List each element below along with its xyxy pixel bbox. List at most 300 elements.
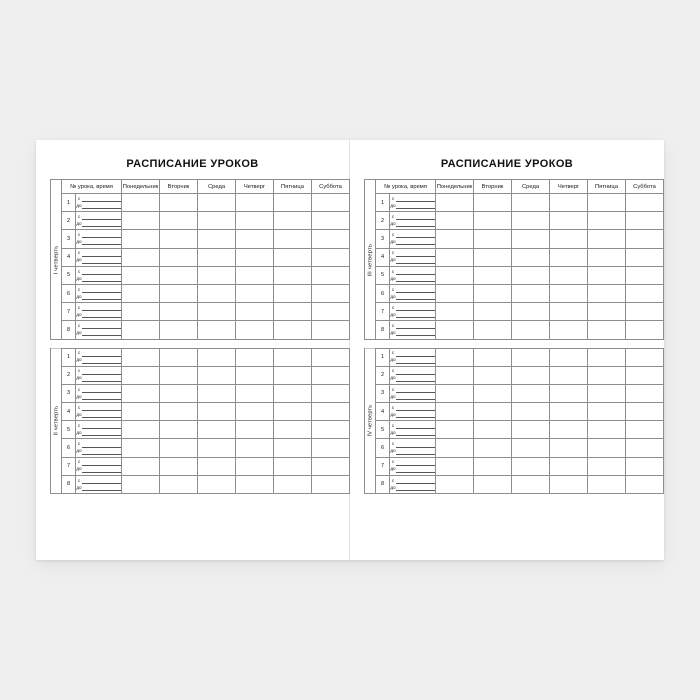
time-from-label: с — [77, 368, 81, 374]
cell-friday[interactable] — [274, 348, 312, 366]
cell-saturday[interactable] — [626, 194, 664, 212]
cell-wednesday[interactable] — [198, 284, 236, 302]
cell-wednesday[interactable] — [512, 403, 550, 421]
table-row — [51, 384, 350, 402]
cell-friday[interactable] — [588, 284, 626, 302]
cell-saturday[interactable] — [312, 384, 350, 402]
table-row — [51, 230, 350, 248]
quarter-label: III четверть — [365, 180, 376, 340]
cell-tuesday[interactable] — [474, 421, 512, 439]
cell-thursday[interactable] — [550, 266, 588, 284]
table-row — [51, 348, 350, 366]
table-row — [51, 248, 350, 266]
cell-friday[interactable] — [588, 321, 626, 339]
lesson-time-field[interactable] — [76, 321, 122, 339]
lesson-time-field[interactable] — [390, 439, 436, 457]
time-to-label: до — [76, 202, 82, 208]
cell-tuesday[interactable] — [474, 194, 512, 212]
time-from-rule — [396, 323, 435, 329]
cell-tuesday[interactable] — [474, 439, 512, 457]
lesson-time-field[interactable] — [390, 457, 436, 475]
cell-tuesday[interactable] — [474, 366, 512, 384]
cell-thursday[interactable] — [236, 303, 274, 321]
cell-friday[interactable] — [588, 248, 626, 266]
lesson-time-field[interactable] — [390, 475, 436, 493]
cell-wednesday[interactable] — [512, 284, 550, 302]
time-to-label: до — [76, 330, 82, 336]
cell-thursday[interactable] — [550, 230, 588, 248]
cell-tuesday[interactable] — [474, 475, 512, 493]
cell-tuesday[interactable] — [474, 266, 512, 284]
cell-friday[interactable] — [588, 475, 626, 493]
time-from-label: с — [391, 232, 395, 238]
cell-wednesday[interactable] — [198, 384, 236, 402]
cell-friday[interactable] — [274, 248, 312, 266]
cell-saturday[interactable] — [626, 421, 664, 439]
lesson-time-field[interactable] — [76, 366, 122, 384]
cell-friday[interactable] — [588, 421, 626, 439]
cell-friday[interactable] — [274, 403, 312, 421]
cell-saturday[interactable] — [312, 321, 350, 339]
lesson-time-field[interactable] — [390, 248, 436, 266]
time-to-label: до — [390, 466, 396, 472]
time-to-rule — [82, 239, 121, 245]
cell-tuesday[interactable] — [474, 321, 512, 339]
notebook-spread — [36, 140, 664, 560]
cell-friday[interactable] — [274, 384, 312, 402]
lesson-time-field[interactable] — [390, 266, 436, 284]
cell-friday[interactable] — [274, 230, 312, 248]
cell-friday[interactable] — [274, 303, 312, 321]
cell-thursday[interactable] — [236, 284, 274, 302]
cell-wednesday[interactable] — [198, 366, 236, 384]
cell-thursday[interactable] — [550, 457, 588, 475]
cell-wednesday[interactable] — [512, 194, 550, 212]
time-from-label: с — [391, 477, 395, 483]
cell-thursday[interactable] — [236, 266, 274, 284]
time-to-label: до — [76, 375, 82, 381]
cell-monday[interactable] — [436, 348, 474, 366]
time-from-rule — [82, 287, 121, 293]
cell-friday[interactable] — [274, 439, 312, 457]
cell-saturday[interactable] — [312, 421, 350, 439]
cell-saturday[interactable] — [312, 457, 350, 475]
cell-tuesday[interactable] — [160, 439, 198, 457]
column-header-tuesday: Вторник — [474, 180, 512, 194]
cell-saturday[interactable] — [626, 266, 664, 284]
lesson-time-field[interactable] — [390, 348, 436, 366]
cell-tuesday[interactable] — [160, 230, 198, 248]
cell-monday[interactable] — [122, 212, 160, 230]
lesson-time-field[interactable] — [390, 366, 436, 384]
lesson-number: 7 — [376, 303, 390, 321]
cell-thursday[interactable] — [236, 194, 274, 212]
time-to-label: до — [390, 220, 396, 226]
lesson-time-field[interactable] — [76, 194, 122, 212]
cell-monday[interactable] — [122, 321, 160, 339]
cell-wednesday[interactable] — [512, 366, 550, 384]
cell-saturday[interactable] — [312, 248, 350, 266]
cell-monday[interactable] — [122, 457, 160, 475]
cell-friday[interactable] — [588, 384, 626, 402]
time-from-label: с — [391, 441, 395, 447]
cell-saturday[interactable] — [312, 266, 350, 284]
time-to-label: до — [76, 239, 82, 245]
cell-monday[interactable] — [436, 303, 474, 321]
cell-thursday[interactable] — [550, 284, 588, 302]
lesson-time-field[interactable] — [390, 321, 436, 339]
lesson-number: 8 — [376, 321, 390, 339]
cell-saturday[interactable] — [626, 439, 664, 457]
cell-tuesday[interactable] — [160, 403, 198, 421]
time-from-label: с — [391, 323, 395, 329]
cell-monday[interactable] — [436, 403, 474, 421]
time-to-rule — [396, 376, 435, 382]
lesson-time-field[interactable] — [76, 348, 122, 366]
cell-saturday[interactable] — [312, 303, 350, 321]
cell-monday[interactable] — [122, 303, 160, 321]
cell-thursday[interactable] — [236, 384, 274, 402]
time-to-rule — [82, 312, 121, 318]
time-from-label: с — [391, 286, 395, 292]
lesson-time-field[interactable] — [76, 248, 122, 266]
cell-wednesday[interactable] — [512, 248, 550, 266]
cell-thursday[interactable] — [550, 403, 588, 421]
cell-saturday[interactable] — [312, 439, 350, 457]
time-to-rule — [396, 394, 435, 400]
time-to-label: до — [76, 357, 82, 363]
cell-friday[interactable] — [588, 194, 626, 212]
cell-wednesday[interactable] — [512, 384, 550, 402]
cell-thursday[interactable] — [550, 212, 588, 230]
cell-saturday[interactable] — [312, 348, 350, 366]
cell-wednesday[interactable] — [512, 321, 550, 339]
cell-saturday[interactable] — [626, 248, 664, 266]
cell-saturday[interactable] — [312, 230, 350, 248]
column-header-thursday: Четверг — [236, 180, 274, 194]
cell-monday[interactable] — [122, 475, 160, 493]
lesson-time-field[interactable] — [390, 384, 436, 402]
cell-wednesday[interactable] — [198, 421, 236, 439]
cell-tuesday[interactable] — [160, 421, 198, 439]
cell-monday[interactable] — [436, 475, 474, 493]
cell-tuesday[interactable] — [474, 303, 512, 321]
cell-wednesday[interactable] — [512, 457, 550, 475]
time-from-label: с — [77, 477, 81, 483]
cell-friday[interactable] — [588, 348, 626, 366]
cell-saturday[interactable] — [312, 212, 350, 230]
cell-monday[interactable] — [436, 457, 474, 475]
time-to-rule — [396, 330, 435, 336]
cell-wednesday[interactable] — [198, 403, 236, 421]
time-from-label: с — [77, 441, 81, 447]
cell-thursday[interactable] — [236, 366, 274, 384]
lesson-time-field[interactable] — [390, 421, 436, 439]
cell-saturday[interactable] — [626, 403, 664, 421]
time-to-label: до — [76, 411, 82, 417]
cell-wednesday[interactable] — [198, 321, 236, 339]
time-from-rule — [396, 442, 435, 448]
cell-saturday[interactable] — [312, 194, 350, 212]
cell-tuesday[interactable] — [160, 194, 198, 212]
cell-thursday[interactable] — [236, 421, 274, 439]
cell-thursday[interactable] — [550, 421, 588, 439]
cell-friday[interactable] — [274, 366, 312, 384]
cell-monday[interactable] — [122, 421, 160, 439]
cell-wednesday[interactable] — [198, 348, 236, 366]
cell-wednesday[interactable] — [198, 266, 236, 284]
cell-thursday[interactable] — [550, 439, 588, 457]
cell-thursday[interactable] — [550, 475, 588, 493]
cell-monday[interactable] — [436, 212, 474, 230]
cell-friday[interactable] — [274, 421, 312, 439]
cell-tuesday[interactable] — [474, 348, 512, 366]
schedule-table-quarter-3 — [364, 179, 664, 340]
cell-friday[interactable] — [274, 194, 312, 212]
cell-wednesday[interactable] — [198, 439, 236, 457]
cell-wednesday[interactable] — [512, 348, 550, 366]
cell-tuesday[interactable] — [474, 212, 512, 230]
cell-wednesday[interactable] — [512, 439, 550, 457]
cell-friday[interactable] — [274, 266, 312, 284]
time-to-rule — [396, 485, 435, 491]
lesson-number: 6 — [376, 284, 390, 302]
lesson-time-field[interactable] — [76, 475, 122, 493]
cell-tuesday[interactable] — [474, 248, 512, 266]
lesson-time-field[interactable] — [76, 284, 122, 302]
cell-saturday[interactable] — [626, 230, 664, 248]
cell-friday[interactable] — [588, 439, 626, 457]
cell-wednesday[interactable] — [198, 230, 236, 248]
lesson-time-field[interactable] — [76, 421, 122, 439]
cell-tuesday[interactable] — [474, 284, 512, 302]
cell-monday[interactable] — [122, 348, 160, 366]
time-to-label: до — [76, 448, 82, 454]
cell-thursday[interactable] — [236, 439, 274, 457]
cell-wednesday[interactable] — [512, 212, 550, 230]
time-from-rule — [396, 460, 435, 466]
time-to-rule — [396, 221, 435, 227]
cell-thursday[interactable] — [550, 384, 588, 402]
cell-friday[interactable] — [588, 303, 626, 321]
lesson-time-field[interactable] — [76, 303, 122, 321]
table-row — [51, 194, 350, 212]
cell-monday[interactable] — [436, 321, 474, 339]
cell-tuesday[interactable] — [474, 457, 512, 475]
cell-thursday[interactable] — [236, 321, 274, 339]
cell-friday[interactable] — [274, 321, 312, 339]
cell-saturday[interactable] — [626, 212, 664, 230]
lesson-number: 3 — [376, 384, 390, 402]
time-from-rule — [82, 323, 121, 329]
cell-wednesday[interactable] — [512, 303, 550, 321]
cell-monday[interactable] — [122, 194, 160, 212]
cell-friday[interactable] — [588, 457, 626, 475]
cell-saturday[interactable] — [626, 321, 664, 339]
cell-thursday[interactable] — [236, 230, 274, 248]
schedule-table-quarter-4 — [364, 348, 664, 495]
table-spacer — [50, 340, 335, 348]
cell-monday[interactable] — [436, 248, 474, 266]
cell-saturday[interactable] — [626, 284, 664, 302]
cell-wednesday[interactable] — [512, 475, 550, 493]
cell-friday[interactable] — [588, 403, 626, 421]
time-from-label: с — [391, 304, 395, 310]
cell-saturday[interactable] — [626, 348, 664, 366]
cell-saturday[interactable] — [312, 284, 350, 302]
column-header-saturday: Суббота — [312, 180, 350, 194]
cell-wednesday[interactable] — [198, 457, 236, 475]
lesson-number: 5 — [62, 266, 76, 284]
time-from-rule — [396, 196, 435, 202]
lesson-number: 1 — [376, 194, 390, 212]
time-from-rule — [396, 214, 435, 220]
cell-tuesday[interactable] — [160, 384, 198, 402]
cell-tuesday[interactable] — [474, 403, 512, 421]
table-row — [365, 194, 664, 212]
cell-tuesday[interactable] — [160, 457, 198, 475]
cell-thursday[interactable] — [236, 475, 274, 493]
cell-tuesday[interactable] — [160, 366, 198, 384]
cell-saturday[interactable] — [626, 366, 664, 384]
cell-tuesday[interactable] — [474, 384, 512, 402]
table-row — [365, 366, 664, 384]
cell-tuesday[interactable] — [160, 212, 198, 230]
lesson-time-field[interactable] — [390, 303, 436, 321]
cell-saturday[interactable] — [626, 475, 664, 493]
time-from-rule — [396, 287, 435, 293]
lesson-time-field[interactable] — [76, 230, 122, 248]
cell-friday[interactable] — [588, 366, 626, 384]
lesson-number: 7 — [62, 303, 76, 321]
time-to-label: до — [76, 311, 82, 317]
cell-thursday[interactable] — [236, 403, 274, 421]
lesson-time-field[interactable] — [390, 403, 436, 421]
lesson-time-field[interactable] — [76, 212, 122, 230]
cell-thursday[interactable] — [236, 248, 274, 266]
cell-tuesday[interactable] — [160, 475, 198, 493]
table-row — [51, 439, 350, 457]
time-from-rule — [82, 423, 121, 429]
lesson-time-field[interactable] — [390, 284, 436, 302]
cell-tuesday[interactable] — [474, 230, 512, 248]
cell-wednesday[interactable] — [512, 421, 550, 439]
cell-friday[interactable] — [588, 230, 626, 248]
cell-wednesday[interactable] — [198, 303, 236, 321]
time-to-rule — [82, 276, 121, 282]
cell-wednesday[interactable] — [198, 194, 236, 212]
cell-monday[interactable] — [122, 384, 160, 402]
cell-tuesday[interactable] — [160, 248, 198, 266]
time-from-rule — [82, 460, 121, 466]
cell-monday[interactable] — [122, 366, 160, 384]
lesson-time-field[interactable] — [76, 266, 122, 284]
cell-monday[interactable] — [122, 403, 160, 421]
cell-thursday[interactable] — [550, 248, 588, 266]
cell-monday[interactable] — [436, 194, 474, 212]
cell-monday[interactable] — [436, 284, 474, 302]
lesson-time-field[interactable] — [76, 403, 122, 421]
cell-monday[interactable] — [436, 421, 474, 439]
time-to-label: до — [76, 220, 82, 226]
cell-thursday[interactable] — [236, 457, 274, 475]
time-from-rule — [82, 351, 121, 357]
table-row — [365, 421, 664, 439]
lesson-time-field[interactable] — [390, 194, 436, 212]
cell-thursday[interactable] — [236, 348, 274, 366]
table-row — [365, 212, 664, 230]
lesson-number: 7 — [62, 457, 76, 475]
cell-monday[interactable] — [122, 266, 160, 284]
time-to-rule — [82, 449, 121, 455]
cell-friday[interactable] — [274, 212, 312, 230]
time-to-label: до — [390, 430, 396, 436]
cell-monday[interactable] — [436, 266, 474, 284]
cell-monday[interactable] — [436, 439, 474, 457]
cell-tuesday[interactable] — [160, 284, 198, 302]
cell-thursday[interactable] — [550, 321, 588, 339]
cell-wednesday[interactable] — [198, 248, 236, 266]
table-row — [365, 230, 664, 248]
time-to-label: до — [76, 293, 82, 299]
time-from-rule — [396, 232, 435, 238]
cell-friday[interactable] — [588, 212, 626, 230]
cell-monday[interactable] — [436, 384, 474, 402]
cell-saturday[interactable] — [626, 384, 664, 402]
lesson-time-field[interactable] — [76, 384, 122, 402]
cell-friday[interactable] — [274, 475, 312, 493]
cell-saturday[interactable] — [312, 475, 350, 493]
cell-saturday[interactable] — [626, 457, 664, 475]
cell-monday[interactable] — [122, 230, 160, 248]
cell-saturday[interactable] — [626, 303, 664, 321]
cell-monday[interactable] — [122, 284, 160, 302]
lesson-time-field[interactable] — [390, 212, 436, 230]
cell-wednesday[interactable] — [198, 475, 236, 493]
time-to-label: до — [390, 239, 396, 245]
cell-monday[interactable] — [122, 439, 160, 457]
cell-friday[interactable] — [588, 266, 626, 284]
cell-thursday[interactable] — [550, 366, 588, 384]
cell-tuesday[interactable] — [160, 266, 198, 284]
cell-tuesday[interactable] — [160, 321, 198, 339]
cell-monday[interactable] — [436, 366, 474, 384]
page-title: РАСПИСАНИЕ УРОКОВ — [126, 158, 259, 170]
cell-monday[interactable] — [436, 230, 474, 248]
time-from-label: с — [391, 268, 395, 274]
time-to-rule — [82, 358, 121, 364]
time-from-rule — [82, 369, 121, 375]
cell-wednesday[interactable] — [512, 230, 550, 248]
cell-wednesday[interactable] — [198, 212, 236, 230]
cell-thursday[interactable] — [550, 194, 588, 212]
lesson-time-field[interactable] — [76, 457, 122, 475]
cell-tuesday[interactable] — [160, 303, 198, 321]
cell-thursday[interactable] — [236, 212, 274, 230]
cell-friday[interactable] — [274, 284, 312, 302]
cell-wednesday[interactable] — [512, 266, 550, 284]
lesson-time-field[interactable] — [76, 439, 122, 457]
cell-thursday[interactable] — [550, 348, 588, 366]
cell-thursday[interactable] — [550, 303, 588, 321]
cell-saturday[interactable] — [312, 403, 350, 421]
cell-tuesday[interactable] — [160, 348, 198, 366]
table-row — [51, 284, 350, 302]
cell-monday[interactable] — [122, 248, 160, 266]
cell-saturday[interactable] — [312, 366, 350, 384]
cell-friday[interactable] — [274, 457, 312, 475]
lesson-time-field[interactable] — [390, 230, 436, 248]
